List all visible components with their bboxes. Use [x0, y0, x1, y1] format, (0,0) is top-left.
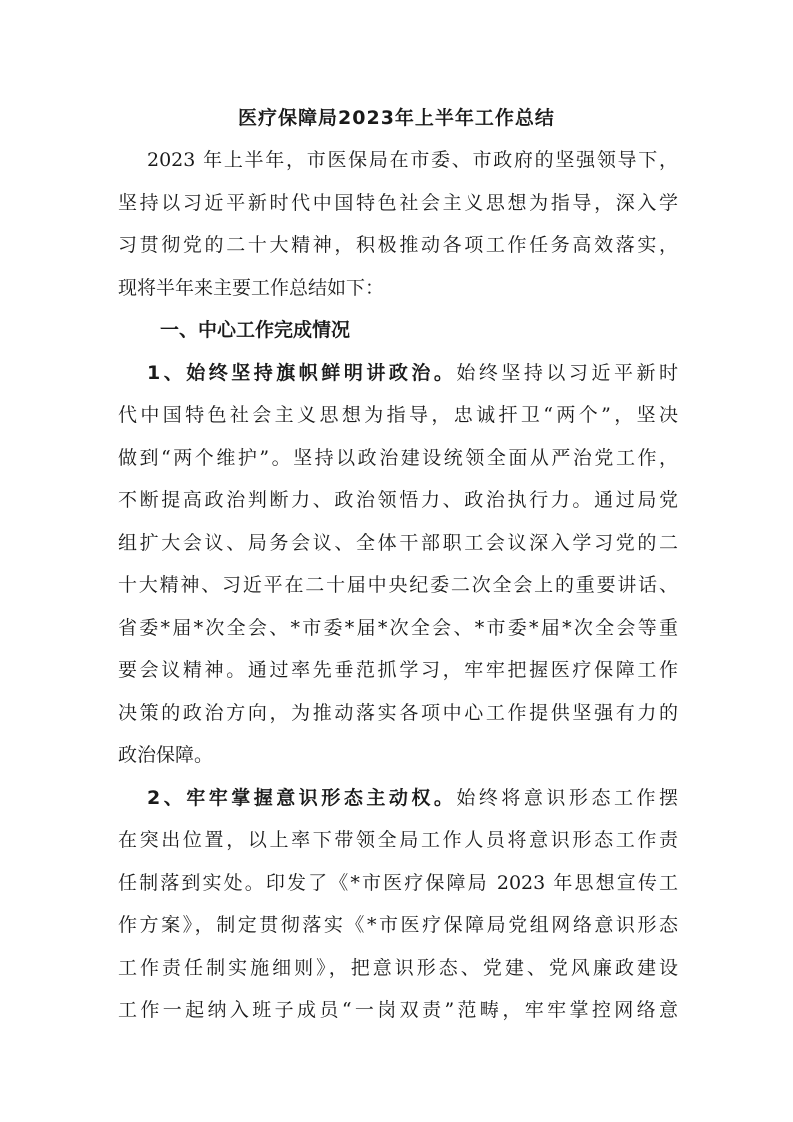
text-line	[118, 947, 678, 990]
paragraph-text: 始终将意识形态工作摆	[456, 786, 678, 809]
text-line	[118, 649, 678, 692]
paragraph-text: 十大精神、习近平在二十届中央纪委二次全会上的重要讲话、	[118, 574, 678, 596]
text-line	[118, 309, 678, 352]
text-line	[118, 139, 678, 182]
text-line	[118, 819, 678, 862]
text-line	[118, 862, 678, 905]
paragraph-text: 不断提高政治判断力、政治领悟力、政治执行力。通过局党	[118, 489, 678, 511]
paragraph-text: 工作一起纳入班子成员“一岗双责”范畴，牢牢掌控网络意	[118, 999, 678, 1021]
text-line	[118, 777, 678, 820]
text-line	[118, 607, 678, 650]
document-body	[118, 139, 678, 1032]
text-line	[118, 182, 678, 225]
paragraph-text: 组扩大会议、局务会议、全体干部职工会议深入学习党的二	[118, 531, 678, 554]
paragraph-text: 要会议精神。通过率先垂范抓学习，牢牢把握医疗保障工作	[118, 659, 678, 681]
subsection-heading: 2、牢牢掌握意识形态主动权。	[147, 786, 457, 809]
text-line	[118, 437, 678, 480]
paragraph-text: 习贯彻党的二十大精神，积极推动各项工作任务高效落实，	[118, 234, 678, 256]
paragraph-text: 作方案》，制定贯彻落实《*市医疗保障局党组网络意识形态	[118, 914, 678, 936]
paragraph-text: 工作责任制实施细则》，把意识形态、党建、党风廉政建设	[118, 956, 678, 979]
text-line	[118, 479, 678, 522]
paragraph-text: 任制落到实处。印发了《*市医疗保障局 2023 年思想宣传工	[118, 871, 678, 894]
subsection-heading: 1、始终坚持旗帜鲜明讲政治。	[147, 361, 457, 384]
text-line	[118, 989, 678, 1032]
paragraph-text: 政治保障。	[118, 744, 214, 766]
paragraph-text: 代中国特色社会主义思想为指导，忠诚扞卫“两个”，坚决	[118, 404, 678, 426]
paragraph-text: 在突出位置，以上率下带领全局工作人员将意识形态工作责	[118, 829, 678, 851]
text-line	[118, 224, 678, 267]
paragraph-text: 决策的政治方向，为推动落实各项中心工作提供坚强有力的	[118, 701, 678, 724]
paragraph-text: 2023 年上半年，市医保局在市委、市政府的坚强领导下，	[147, 149, 678, 171]
text-line	[118, 267, 678, 310]
paragraph-text: 现将半年来主要工作总结如下：	[118, 276, 385, 299]
document-title: 医疗保障局2023年上半年工作总结	[238, 107, 555, 129]
paragraph-text: 始终坚持以习近平新时	[456, 361, 678, 384]
text-line	[118, 522, 678, 565]
section-heading: 一、中心工作完成情况	[160, 319, 351, 341]
text-line	[118, 564, 678, 607]
paragraph-text: 坚持以习近平新时代中国特色社会主义思想为指导，深入学	[118, 191, 678, 214]
text-line	[118, 394, 678, 437]
text-line	[118, 734, 678, 777]
text-line	[118, 904, 678, 947]
paragraph-text: 省委*届*次全会、*市委*届*次全会、*市委*届*次全会等重	[118, 616, 678, 639]
paragraph-text: 做到“两个维护”。坚持以政治建设统领全面从严治党工作，	[118, 446, 678, 469]
text-line	[118, 352, 678, 395]
text-line	[118, 692, 678, 735]
